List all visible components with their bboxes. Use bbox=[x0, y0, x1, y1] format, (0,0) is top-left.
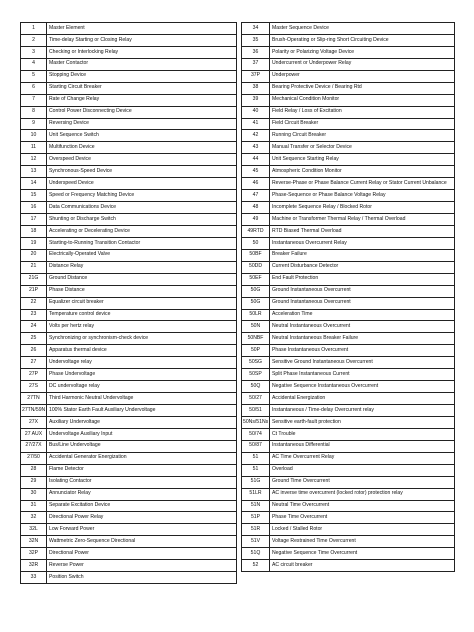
device-code-cell: 51P bbox=[242, 512, 270, 524]
device-code-cell: 31 bbox=[21, 500, 47, 512]
device-code-cell: 40 bbox=[242, 106, 270, 118]
table-body-left bbox=[21, 23, 237, 584]
device-description-cell: Neutral Instantaneous Breaker Failure bbox=[270, 333, 455, 345]
device-description-cell: Overload bbox=[270, 464, 455, 476]
device-code-cell: 50/87 bbox=[242, 440, 270, 452]
device-code-cell: 46 bbox=[242, 178, 270, 190]
device-code-cell: 7 bbox=[21, 94, 47, 106]
table-row bbox=[21, 34, 237, 46]
table-row bbox=[21, 82, 237, 94]
device-description-cell: Directional Power Relay bbox=[47, 512, 237, 524]
device-description-cell: End Fault Protection bbox=[270, 273, 455, 285]
device-description-cell: Annunciator Relay bbox=[47, 488, 237, 500]
device-code-cell: 35 bbox=[242, 34, 270, 46]
device-description-cell: Negative Sequence Time Overcurrent bbox=[270, 548, 455, 560]
device-description-cell: Neutral Time Overcurrent bbox=[270, 500, 455, 512]
device-description-cell: Reverse-Phase or Phase Balance Current Relay or Stator Current Unbalance bbox=[270, 178, 455, 190]
device-code-cell: 36 bbox=[242, 46, 270, 58]
table-row bbox=[21, 58, 237, 70]
table-row bbox=[242, 214, 455, 226]
device-description-cell: Stopping Device bbox=[47, 70, 237, 82]
device-code-cell: 28 bbox=[21, 464, 47, 476]
device-description-cell: Accidental Generator Energization bbox=[47, 452, 237, 464]
table-row bbox=[21, 130, 237, 142]
table-row bbox=[21, 369, 237, 381]
table-row bbox=[21, 297, 237, 309]
table-row bbox=[21, 393, 237, 405]
device-description-cell: Phase-Sequence or Phase Balance Voltage Relay bbox=[270, 190, 455, 202]
device-description-cell: Negative Sequence Instantaneous Overcurrent bbox=[270, 381, 455, 393]
table-row bbox=[242, 273, 455, 285]
device-code-cell: 27 AUX bbox=[21, 428, 47, 440]
table-row bbox=[242, 428, 455, 440]
device-code-cell: 50P bbox=[242, 345, 270, 357]
device-code-cell: 39 bbox=[242, 94, 270, 106]
device-code-cell: 27/27X bbox=[21, 440, 47, 452]
device-number-table-left bbox=[20, 22, 237, 584]
device-code-cell: 32L bbox=[21, 524, 47, 536]
table-row bbox=[21, 190, 237, 202]
device-description-cell: Reversing Device bbox=[47, 118, 237, 130]
table-row bbox=[21, 118, 237, 130]
device-code-cell: 20 bbox=[21, 249, 47, 261]
table-row bbox=[21, 476, 237, 488]
table-row bbox=[242, 106, 455, 118]
device-description-cell: Speed or Frequency Matching Device bbox=[47, 190, 237, 202]
device-code-cell: 49RTD bbox=[242, 225, 270, 237]
device-code-cell: 21G bbox=[21, 273, 47, 285]
device-code-cell: 8 bbox=[21, 106, 47, 118]
device-code-cell: 41 bbox=[242, 118, 270, 130]
device-description-cell: Isolating Contactor bbox=[47, 476, 237, 488]
device-description-cell: AC circuit breaker bbox=[270, 560, 455, 572]
device-code-cell: 24 bbox=[21, 321, 47, 333]
device-description-cell: Breaker Failure bbox=[270, 249, 455, 261]
table-row bbox=[242, 225, 455, 237]
device-description-cell: 100% Stator Earth Fault Auxiliary Undervoltage bbox=[47, 405, 237, 417]
table-row bbox=[242, 118, 455, 130]
device-code-cell: 11 bbox=[21, 142, 47, 154]
table-row bbox=[242, 560, 455, 572]
device-code-cell: 51 bbox=[242, 464, 270, 476]
table-row bbox=[21, 214, 237, 226]
table-row bbox=[242, 130, 455, 142]
device-description-cell: Undervoltage relay bbox=[47, 357, 237, 369]
device-code-cell: 4 bbox=[21, 58, 47, 70]
device-code-cell: 52 bbox=[242, 560, 270, 572]
device-description-cell: Position Switch bbox=[47, 572, 237, 584]
device-code-cell: 27P bbox=[21, 369, 47, 381]
table-row bbox=[242, 381, 455, 393]
device-code-cell: 29 bbox=[21, 476, 47, 488]
table-row bbox=[21, 357, 237, 369]
device-description-cell: RTD Biased Thermal Overload bbox=[270, 225, 455, 237]
device-number-table-right bbox=[241, 22, 455, 572]
device-code-cell: 13 bbox=[21, 166, 47, 178]
device-description-cell: Equalizer circuit breaker bbox=[47, 297, 237, 309]
device-code-cell: 1 bbox=[21, 23, 47, 35]
table-row bbox=[21, 548, 237, 560]
device-code-cell: 27 bbox=[21, 357, 47, 369]
device-code-cell: 27TN bbox=[21, 393, 47, 405]
table-row bbox=[21, 345, 237, 357]
device-code-cell: 50G bbox=[242, 285, 270, 297]
device-description-cell: Underspeed Device bbox=[47, 178, 237, 190]
device-description-cell: Overspeed Device bbox=[47, 154, 237, 166]
table-row bbox=[242, 202, 455, 214]
device-description-cell: Phase Distance bbox=[47, 285, 237, 297]
device-code-cell: 45 bbox=[242, 166, 270, 178]
device-description-cell: Voltage Restrained Time Overcurrent bbox=[270, 536, 455, 548]
table-row bbox=[242, 166, 455, 178]
device-code-cell: 50/51 bbox=[242, 405, 270, 417]
table-row bbox=[242, 405, 455, 417]
table-row bbox=[21, 572, 237, 584]
table-row bbox=[21, 178, 237, 190]
device-code-cell: 14 bbox=[21, 178, 47, 190]
table-row bbox=[242, 321, 455, 333]
device-description-cell: Auxiliary Undervoltage bbox=[47, 416, 237, 428]
device-code-cell: 51G bbox=[242, 476, 270, 488]
table-row bbox=[242, 58, 455, 70]
device-code-cell: 50Ns/51Ns bbox=[242, 416, 270, 428]
device-description-cell: Reverse Power bbox=[47, 560, 237, 572]
device-description-cell: AC inverse time overcurrent (locked rotor) protection relay bbox=[270, 488, 455, 500]
table-row bbox=[242, 309, 455, 321]
table-row bbox=[242, 345, 455, 357]
device-code-cell: 32R bbox=[21, 560, 47, 572]
device-code-cell: 2 bbox=[21, 34, 47, 46]
device-description-cell: Bearing Protective Device / Bearing Rtd bbox=[270, 82, 455, 94]
table-row bbox=[21, 202, 237, 214]
device-code-cell: 21P bbox=[21, 285, 47, 297]
table-row bbox=[242, 333, 455, 345]
device-code-cell: 18 bbox=[21, 225, 47, 237]
device-code-cell: 48 bbox=[242, 202, 270, 214]
device-code-cell: 51V bbox=[242, 536, 270, 548]
table-row bbox=[242, 500, 455, 512]
device-code-cell: 50/74 bbox=[242, 428, 270, 440]
device-description-cell: Mechanical Condition Monitor bbox=[270, 94, 455, 106]
device-description-cell: Phase Instantaneous Overcurrent bbox=[270, 345, 455, 357]
device-description-cell: Directional Power bbox=[47, 548, 237, 560]
device-code-cell: 25 bbox=[21, 333, 47, 345]
device-code-cell: 51N bbox=[242, 500, 270, 512]
device-description-cell: Locked / Stalled Rotor bbox=[270, 524, 455, 536]
device-code-cell: 5 bbox=[21, 70, 47, 82]
table-row bbox=[21, 309, 237, 321]
table-row bbox=[21, 512, 237, 524]
device-description-cell: Shunting or Discharge Switch bbox=[47, 214, 237, 226]
device-code-cell: 37P bbox=[242, 70, 270, 82]
device-code-cell: 50BF bbox=[242, 249, 270, 261]
device-code-cell: 16 bbox=[21, 202, 47, 214]
device-code-cell: 38 bbox=[242, 82, 270, 94]
device-code-cell: 50LR bbox=[242, 309, 270, 321]
device-description-cell: Low Forward Power bbox=[47, 524, 237, 536]
device-code-cell: 32 bbox=[21, 512, 47, 524]
device-description-cell: AC Time Overcurrent Relay bbox=[270, 452, 455, 464]
device-code-cell: 32P bbox=[21, 548, 47, 560]
table-row bbox=[21, 464, 237, 476]
table-row bbox=[242, 94, 455, 106]
device-code-cell: 10 bbox=[21, 130, 47, 142]
device-description-cell: Third Harmonic Neutral Undervoltage bbox=[47, 393, 237, 405]
device-code-cell: 23 bbox=[21, 309, 47, 321]
device-description-cell: Ground Distance bbox=[47, 273, 237, 285]
device-description-cell: Control Power Disconnecting Device bbox=[47, 106, 237, 118]
device-description-cell: Undercurrent or Underpower Relay bbox=[270, 58, 455, 70]
device-code-cell: 50SP bbox=[242, 369, 270, 381]
table-row bbox=[242, 512, 455, 524]
device-description-cell: Polarity or Polarizing Voltage Device bbox=[270, 46, 455, 58]
device-code-cell: 27/50 bbox=[21, 452, 47, 464]
device-code-cell: 27TN/59N bbox=[21, 405, 47, 417]
device-code-cell: 6 bbox=[21, 82, 47, 94]
device-description-cell: Sensitive Ground Instantaneous Overcurrent bbox=[270, 357, 455, 369]
table-row bbox=[21, 261, 237, 273]
device-description-cell: Current Disturbance Detector bbox=[270, 261, 455, 273]
device-description-cell: Machine or Transformer Thermal Relay / Thermal Overload bbox=[270, 214, 455, 226]
device-description-cell: Unit Sequence Starting Relay bbox=[270, 154, 455, 166]
table-row bbox=[21, 273, 237, 285]
device-description-cell: Master Sequence Device bbox=[270, 23, 455, 35]
table-row bbox=[242, 178, 455, 190]
device-description-cell: Accelerating or Decelerating Device bbox=[47, 225, 237, 237]
device-description-cell: Volts per hertz relay bbox=[47, 321, 237, 333]
table-row bbox=[242, 357, 455, 369]
device-description-cell: Rate of Change Relay bbox=[47, 94, 237, 106]
table-row bbox=[21, 285, 237, 297]
device-description-cell: Master Element bbox=[47, 23, 237, 35]
device-code-cell: 21 bbox=[21, 261, 47, 273]
device-code-cell: 50NBF bbox=[242, 333, 270, 345]
device-description-cell: Accidental Energization bbox=[270, 393, 455, 405]
table-row bbox=[242, 536, 455, 548]
device-code-cell: 17 bbox=[21, 214, 47, 226]
table-row bbox=[242, 190, 455, 202]
device-code-cell: 26 bbox=[21, 345, 47, 357]
table-row bbox=[242, 548, 455, 560]
table-row bbox=[21, 500, 237, 512]
table-row bbox=[242, 154, 455, 166]
table-row bbox=[21, 524, 237, 536]
device-description-cell: Bus/Line Undervoltage bbox=[47, 440, 237, 452]
device-description-cell: Instantaneous / Time-delay Overcurrent relay bbox=[270, 405, 455, 417]
device-description-cell: Sensitive earth-fault protection bbox=[270, 416, 455, 428]
device-description-cell: Master Contactor bbox=[47, 58, 237, 70]
table-row bbox=[242, 464, 455, 476]
table-row bbox=[21, 416, 237, 428]
table-row bbox=[21, 452, 237, 464]
device-description-cell: Incomplete Sequence Relay / Blocked Rotor bbox=[270, 202, 455, 214]
table-row bbox=[242, 249, 455, 261]
table-row bbox=[242, 23, 455, 35]
device-description-cell: Field Circuit Breaker bbox=[270, 118, 455, 130]
table-row bbox=[21, 106, 237, 118]
device-description-cell: Ground Instantaneous Overcurrent bbox=[270, 285, 455, 297]
device-description-cell: Ct Trouble bbox=[270, 428, 455, 440]
table-row bbox=[21, 23, 237, 35]
device-code-cell: 15 bbox=[21, 190, 47, 202]
device-description-cell: Split Phase Instantaneous Current bbox=[270, 369, 455, 381]
device-description-cell: Field Relay / Loss of Excitation bbox=[270, 106, 455, 118]
table-row bbox=[21, 560, 237, 572]
device-code-cell: 30 bbox=[21, 488, 47, 500]
table-row bbox=[21, 333, 237, 345]
device-description-cell: Underpower bbox=[270, 70, 455, 82]
device-description-cell: DC undervoltage relay bbox=[47, 381, 237, 393]
table-row bbox=[242, 452, 455, 464]
device-description-cell: Starting Circuit Breaker bbox=[47, 82, 237, 94]
device-code-cell: 3 bbox=[21, 46, 47, 58]
table-row bbox=[242, 416, 455, 428]
device-description-cell: Running Circuit Breaker bbox=[270, 130, 455, 142]
device-description-cell: Flame Detector bbox=[47, 464, 237, 476]
table-row bbox=[21, 405, 237, 417]
device-description-cell: Phase Undervoltage bbox=[47, 369, 237, 381]
device-description-cell: Brush-Operating or Slip-ring Short Circuiting Device bbox=[270, 34, 455, 46]
device-description-cell: Wattmetric Zero-Sequence Directional bbox=[47, 536, 237, 548]
table-row bbox=[21, 381, 237, 393]
device-code-cell: 33 bbox=[21, 572, 47, 584]
table-row bbox=[242, 440, 455, 452]
table-row bbox=[242, 237, 455, 249]
table-row bbox=[242, 142, 455, 154]
device-description-cell: Instantaneous Overcurrent Relay bbox=[270, 237, 455, 249]
table-row bbox=[242, 82, 455, 94]
table-row bbox=[242, 46, 455, 58]
table-row bbox=[242, 476, 455, 488]
device-code-cell: 42 bbox=[242, 130, 270, 142]
device-description-cell: Time-delay Starting or Closing Relay bbox=[47, 34, 237, 46]
device-code-cell: 12 bbox=[21, 154, 47, 166]
table-row bbox=[21, 249, 237, 261]
device-code-cell: 47 bbox=[242, 190, 270, 202]
device-description-cell: Electrically-Operated Valve bbox=[47, 249, 237, 261]
device-code-cell: 51Q bbox=[242, 548, 270, 560]
table-row bbox=[242, 297, 455, 309]
device-description-cell: Phase Time Overcurrent bbox=[270, 512, 455, 524]
device-code-cell: 22 bbox=[21, 297, 47, 309]
device-description-cell: Undervoltage Auxiliary Input bbox=[47, 428, 237, 440]
table-row bbox=[21, 94, 237, 106]
device-code-cell: 43 bbox=[242, 142, 270, 154]
device-description-cell: Apparatus thermal device bbox=[47, 345, 237, 357]
table-row bbox=[21, 440, 237, 452]
device-description-cell: Synchronizing or synchronism-check device bbox=[47, 333, 237, 345]
table-row bbox=[242, 34, 455, 46]
table-row bbox=[21, 428, 237, 440]
table-row bbox=[242, 285, 455, 297]
device-code-cell: 19 bbox=[21, 237, 47, 249]
device-description-cell: Data Communications Device bbox=[47, 202, 237, 214]
table-body-right bbox=[242, 23, 455, 572]
device-description-cell: Distance Relay bbox=[47, 261, 237, 273]
device-description-cell: Ground Instantaneous Overcurrent bbox=[270, 297, 455, 309]
table-row bbox=[242, 261, 455, 273]
table-row bbox=[21, 142, 237, 154]
device-code-cell: 50SG bbox=[242, 357, 270, 369]
table-row bbox=[242, 488, 455, 500]
device-code-cell: 50/27 bbox=[242, 393, 270, 405]
table-row bbox=[242, 393, 455, 405]
device-code-cell: 50DD bbox=[242, 261, 270, 273]
device-code-cell: 9 bbox=[21, 118, 47, 130]
device-description-cell: Acceleration Time bbox=[270, 309, 455, 321]
table-row bbox=[21, 46, 237, 58]
device-code-cell: 51 bbox=[242, 452, 270, 464]
device-code-cell: 50G bbox=[242, 297, 270, 309]
table-row bbox=[21, 488, 237, 500]
device-code-cell: 51LR bbox=[242, 488, 270, 500]
table-row bbox=[21, 154, 237, 166]
device-code-cell: 49 bbox=[242, 214, 270, 226]
device-description-cell: Checking or Interlocking Relay bbox=[47, 46, 237, 58]
device-description-cell: Temperature control device bbox=[47, 309, 237, 321]
table-row bbox=[21, 321, 237, 333]
device-code-cell: 32N bbox=[21, 536, 47, 548]
table-row bbox=[21, 225, 237, 237]
table-row bbox=[21, 237, 237, 249]
table-row bbox=[21, 70, 237, 82]
device-code-cell: 34 bbox=[242, 23, 270, 35]
device-description-cell: Unit Sequence Switch bbox=[47, 130, 237, 142]
device-code-cell: 27X bbox=[21, 416, 47, 428]
device-description-cell: Instantaneous Differential bbox=[270, 440, 455, 452]
device-code-cell: 51R bbox=[242, 524, 270, 536]
device-description-cell: Synchronous-Speed Device bbox=[47, 166, 237, 178]
device-description-cell: Atmospheric Condition Monitor bbox=[270, 166, 455, 178]
table-row bbox=[242, 70, 455, 82]
device-code-cell: 44 bbox=[242, 154, 270, 166]
table-row bbox=[21, 166, 237, 178]
device-description-cell: Multifunction Device bbox=[47, 142, 237, 154]
device-description-cell: Ground Time Overcurrent bbox=[270, 476, 455, 488]
device-code-cell: 50Q bbox=[242, 381, 270, 393]
device-code-cell: 50N bbox=[242, 321, 270, 333]
table-row bbox=[242, 369, 455, 381]
device-code-cell: 37 bbox=[242, 58, 270, 70]
device-code-cell: 50 bbox=[242, 237, 270, 249]
device-code-cell: 27S bbox=[21, 381, 47, 393]
device-description-cell: Manual Transfer or Selector Device bbox=[270, 142, 455, 154]
device-description-cell: Separate Excitation Device bbox=[47, 500, 237, 512]
device-code-cell: 50EF bbox=[242, 273, 270, 285]
table-row bbox=[242, 524, 455, 536]
device-description-cell: Neutral Instantaneous Overcurrent bbox=[270, 321, 455, 333]
table-row bbox=[21, 536, 237, 548]
device-description-cell: Starting-to-Running Transition Contactor bbox=[47, 237, 237, 249]
